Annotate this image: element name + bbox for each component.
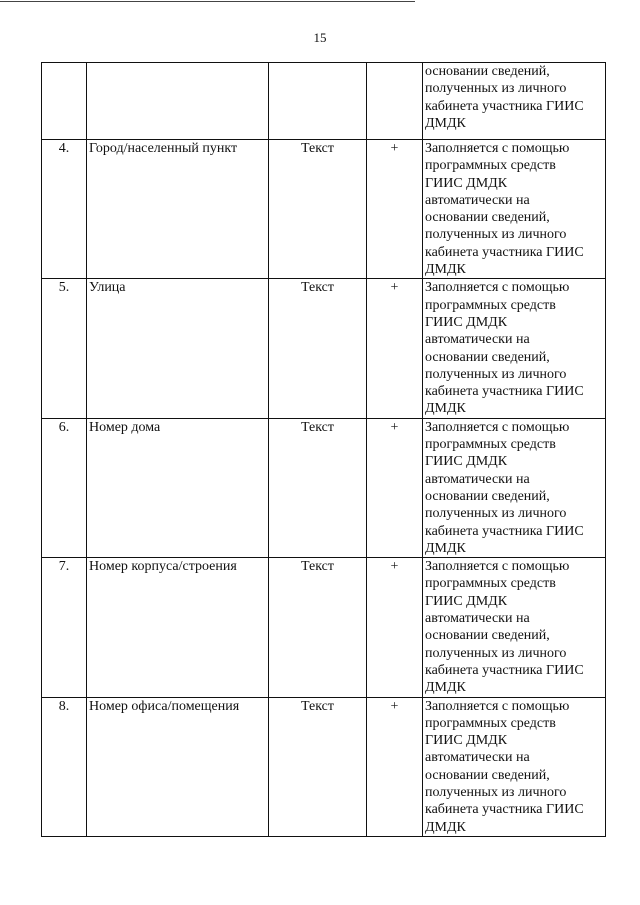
description-line: программных средств [425, 715, 556, 731]
cell-description [423, 418, 606, 557]
cell-description [423, 697, 606, 836]
description-line: полученных из личного [425, 784, 567, 800]
description-line: полученных из личного [425, 366, 567, 382]
cell-type: Текст [269, 279, 367, 418]
cell-description [423, 140, 606, 279]
description-line: ДМДК [425, 540, 466, 556]
description-line: основании сведений, [425, 210, 550, 226]
description-line: ДМДК [425, 819, 466, 835]
cell-num: 5. [42, 279, 87, 418]
description-line: программных средств [425, 576, 556, 592]
cell-name: Город/населенный пункт [87, 140, 269, 279]
description-line: кабинета участника ГИИС [425, 662, 584, 678]
description-line: ГИИС ДМДК [425, 733, 508, 749]
cell-required: + [367, 697, 423, 836]
description-line: ГИИС ДМДК [425, 454, 508, 470]
description-line: кабинета участника ГИИС [425, 244, 584, 260]
description-line: программных средств [425, 297, 556, 313]
description-line: ГИИС ДМДК [425, 175, 508, 191]
fields-table-body [42, 63, 606, 837]
description-line: основании сведений, [425, 767, 550, 783]
cell-type [269, 63, 367, 140]
description-line: кабинета участника ГИИС [425, 523, 584, 539]
cell-num: 7. [42, 558, 87, 697]
cell-name: Номер дома [87, 418, 269, 557]
page-number: 15 [313, 30, 327, 45]
description-line: кабинета участника ГИИС [425, 384, 584, 400]
cell-description [423, 279, 606, 418]
description-line: основании сведений, [425, 64, 550, 79]
description-line: Заполняется с помощью [425, 419, 570, 435]
description-line: полученных из личного [425, 81, 567, 97]
description-line: автоматически на [425, 192, 530, 208]
description-line: полученных из личного [425, 227, 567, 243]
description-line: Заполняется с помощью [425, 698, 570, 714]
description-line: автоматически на [425, 611, 530, 627]
description-line: автоматически на [425, 332, 530, 348]
cell-required [367, 63, 423, 140]
table-row [42, 140, 606, 279]
description-line: кабинета участника ГИИС [425, 802, 584, 818]
description-line: основании сведений, [425, 628, 550, 644]
cell-num: 6. [42, 418, 87, 557]
table-row [42, 418, 606, 557]
description-line: ДМДК [425, 680, 466, 696]
cell-name: Номер офиса/помещения [87, 697, 269, 836]
table-row-continuation [42, 63, 606, 140]
cell-type: Текст [269, 418, 367, 557]
cell-name [87, 63, 269, 140]
cell-name: Номер корпуса/строения [87, 558, 269, 697]
cell-type: Текст [269, 697, 367, 836]
description-line: кабинета участника ГИИС [425, 98, 584, 114]
description-line: автоматически на [425, 471, 530, 487]
description-line: полученных из личного [425, 506, 567, 522]
cell-num: 8. [42, 697, 87, 836]
cell-description [423, 63, 606, 140]
description-line: Заполняется с помощью [425, 280, 570, 296]
top-rule [0, 1, 415, 2]
cell-required: + [367, 558, 423, 697]
table-row [42, 697, 606, 836]
description-line: Заполняется с помощью [425, 141, 570, 156]
cell-required: + [367, 279, 423, 418]
cell-type: Текст [269, 140, 367, 279]
cell-num [42, 63, 87, 140]
description-line: Заполняется с помощью [425, 559, 570, 575]
description-line: ДМДК [425, 401, 466, 417]
cell-description [423, 558, 606, 697]
cell-type: Текст [269, 558, 367, 697]
description-line: ДМДК [425, 262, 466, 278]
cell-required: + [367, 140, 423, 279]
table-row [42, 279, 606, 418]
description-line: ГИИС ДМДК [425, 314, 508, 330]
description-line: ГИИС ДМДК [425, 593, 508, 609]
description-line: программных средств [425, 437, 556, 453]
table-row [42, 558, 606, 697]
description-line: полученных из личного [425, 645, 567, 661]
description-line: основании сведений, [425, 349, 550, 365]
cell-name: Улица [87, 279, 269, 418]
description-line: программных средств [425, 158, 556, 174]
description-line: основании сведений, [425, 488, 550, 504]
description-line: ДМДК [425, 115, 466, 131]
fields-table [41, 62, 606, 837]
cell-num: 4. [42, 140, 87, 279]
description-line: автоматически на [425, 750, 530, 766]
cell-required: + [367, 418, 423, 557]
